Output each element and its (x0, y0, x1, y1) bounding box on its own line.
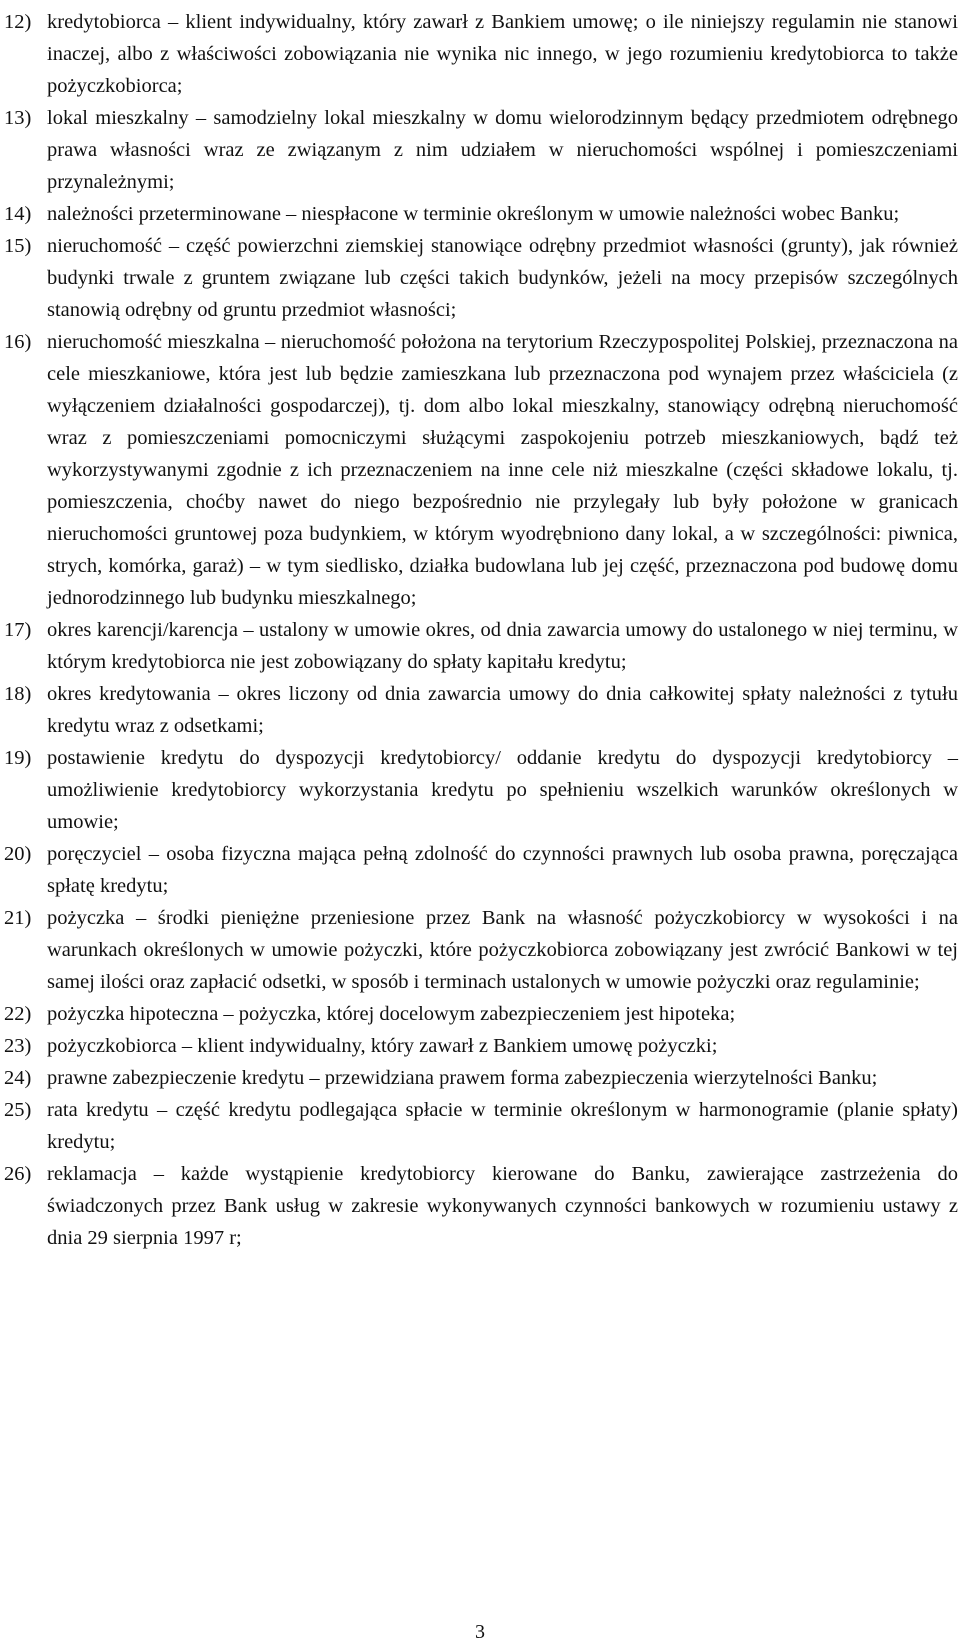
definition-number: 12) (4, 11, 32, 33)
definitions-list (4, 6, 958, 1254)
definition-text: okres karencji/karencja – ustalony w umowie okres, od dnia zawarcia umowy do ustalonego w niej terminu, w którym kredytobiorca nie jest zobowiązany do spłaty kapitału kredytu; (47, 619, 958, 673)
definition-number: 15) (4, 235, 32, 257)
definition-text: postawienie kredytu do dyspozycji kredytobiorcy/ oddanie kredytu do dyspozycji kredytobiorcy – umożliwienie kredytobiorcy wykorzystania kredytu po spełnieniu wszelkich warunków określonych w umowie; (47, 747, 958, 833)
definition-text: reklamacja – każde wystąpienie kredytobiorcy kierowane do Banku, zawierające zastrzeżenia do świadczonych przez Bank usług w zakresie wykonywanych czynności bankowych w rozumieniu ustawy z dnia 29 sierpnia 1997 r; (47, 1163, 958, 1249)
definition-item-22 (4, 998, 958, 1030)
definition-text: pożyczkobiorca – klient indywidualny, który zawarł z Bankiem umowę pożyczki; (47, 1035, 718, 1057)
definition-item-12 (4, 6, 958, 102)
definition-text: należności przeterminowane – niespłacone w terminie określonym w umowie należności wobec Banku; (47, 203, 900, 225)
definition-item-15 (4, 230, 958, 326)
page-number: 3 (475, 1621, 485, 1643)
definition-item-26 (4, 1158, 958, 1254)
definition-item-14 (4, 198, 958, 230)
definition-number: 26) (4, 1163, 32, 1185)
definition-item-21 (4, 902, 958, 998)
definition-number: 22) (4, 1003, 32, 1025)
definition-number: 24) (4, 1067, 32, 1089)
definition-number: 17) (4, 619, 32, 641)
definition-text: lokal mieszkalny – samodzielny lokal mieszkalny w domu wielorodzinnym będący przedmiotem odrębnego prawa własności wraz ze związanym z nim udziałem w nieruchomości wspólnej i pomieszczeniami przynależnymi; (47, 107, 958, 193)
definition-number: 16) (4, 331, 32, 353)
definition-item-16 (4, 326, 958, 614)
definition-number: 20) (4, 843, 32, 865)
definition-item-19 (4, 742, 958, 838)
definition-number: 23) (4, 1035, 32, 1057)
definition-item-18 (4, 678, 958, 742)
definition-text: prawne zabezpieczenie kredytu – przewidziana prawem forma zabezpieczenia wierzytelności Banku; (47, 1067, 878, 1089)
definition-item-13 (4, 102, 958, 198)
definition-text: rata kredytu – część kredytu podlegająca spłacie w terminie określonym w harmonogramie (planie spłaty) kredytu; (47, 1099, 958, 1153)
definition-number: 18) (4, 683, 32, 705)
definition-text: pożyczka hipoteczna – pożyczka, której docelowym zabezpieczeniem jest hipoteka; (47, 1003, 736, 1025)
definition-item-20 (4, 838, 958, 902)
definition-text: nieruchomość – część powierzchni ziemskiej stanowiące odrębny przedmiot własności (grunty), jak również budynki trwale z gruntem związane lub części takich budynków, jeżeli na mocy przepisów szczególnych stanowią odrębny od gruntu przedmiot własności; (47, 235, 958, 321)
definition-item-24 (4, 1062, 958, 1094)
definition-item-17 (4, 614, 958, 678)
definition-item-23 (4, 1030, 958, 1062)
definition-text: kredytobiorca – klient indywidualny, który zawarł z Bankiem umowę; o ile niniejszy regulamin nie stanowi inaczej, albo z właściwości zobowiązania nie wynika nic innego, w jego rozumieniu kredytobiorca to także pożyczkobiorca; (47, 11, 958, 97)
definition-text: pożyczka – środki pieniężne przeniesione przez Bank na własność pożyczkobiorcy w wysokości i na warunkach określonych w umowie pożyczki, które pożyczkobiorca zobowiązany jest zwrócić Bankowi w tej samej ilości oraz zapłacić odsetki, w sposób i terminach ustalonych w umowie pożyczki oraz regulaminie; (47, 907, 958, 993)
definition-number: 21) (4, 907, 32, 929)
definition-text: poręczyciel – osoba fizyczna mająca pełną zdolność do czynności prawnych lub osoba prawna, poręczająca spłatę kredytu; (47, 843, 958, 897)
definition-item-25 (4, 1094, 958, 1158)
definition-number: 25) (4, 1099, 32, 1121)
definition-number: 14) (4, 203, 32, 225)
definition-number: 19) (4, 747, 32, 769)
definition-number: 13) (4, 107, 32, 129)
definition-text: okres kredytowania – okres liczony od dnia zawarcia umowy do dnia całkowitej spłaty należności z tytułu kredytu wraz z odsetkami; (47, 683, 958, 737)
definition-text: nieruchomość mieszkalna – nieruchomość położona na terytorium Rzeczypospolitej Polskiej, przeznaczona na cele mieszkaniowe, która jest lub będzie zamieszkana lub przeznaczona pod wynajem przez właściciela (z wyłączeniem działalności gospodarczej), tj. dom albo lokal mieszkalny, stanowiący odrębną nieruchomość wraz z pomieszczeniami pomocniczymi służącymi zaspokojeniu potrzeb mieszkaniowych, bądź też wykorzystywanymi zgodnie z ich przeznaczeniem na inne cele niż mieszkalne (części składowe lokalu, tj. pomieszczenia, choćby nawet do niego bezpośrednio nie przylegały lub były położone w granicach nieruchomości gruntowej poza budynkiem, w którym wyodrębniono dany lokal, a w szczególności: piwnica, strych, komórka, garaż) – w tym siedlisko, działka budowlana lub jej część, przeznaczona pod budowę domu jednorodzinnego lub budynku mieszkalnego; (47, 331, 958, 609)
